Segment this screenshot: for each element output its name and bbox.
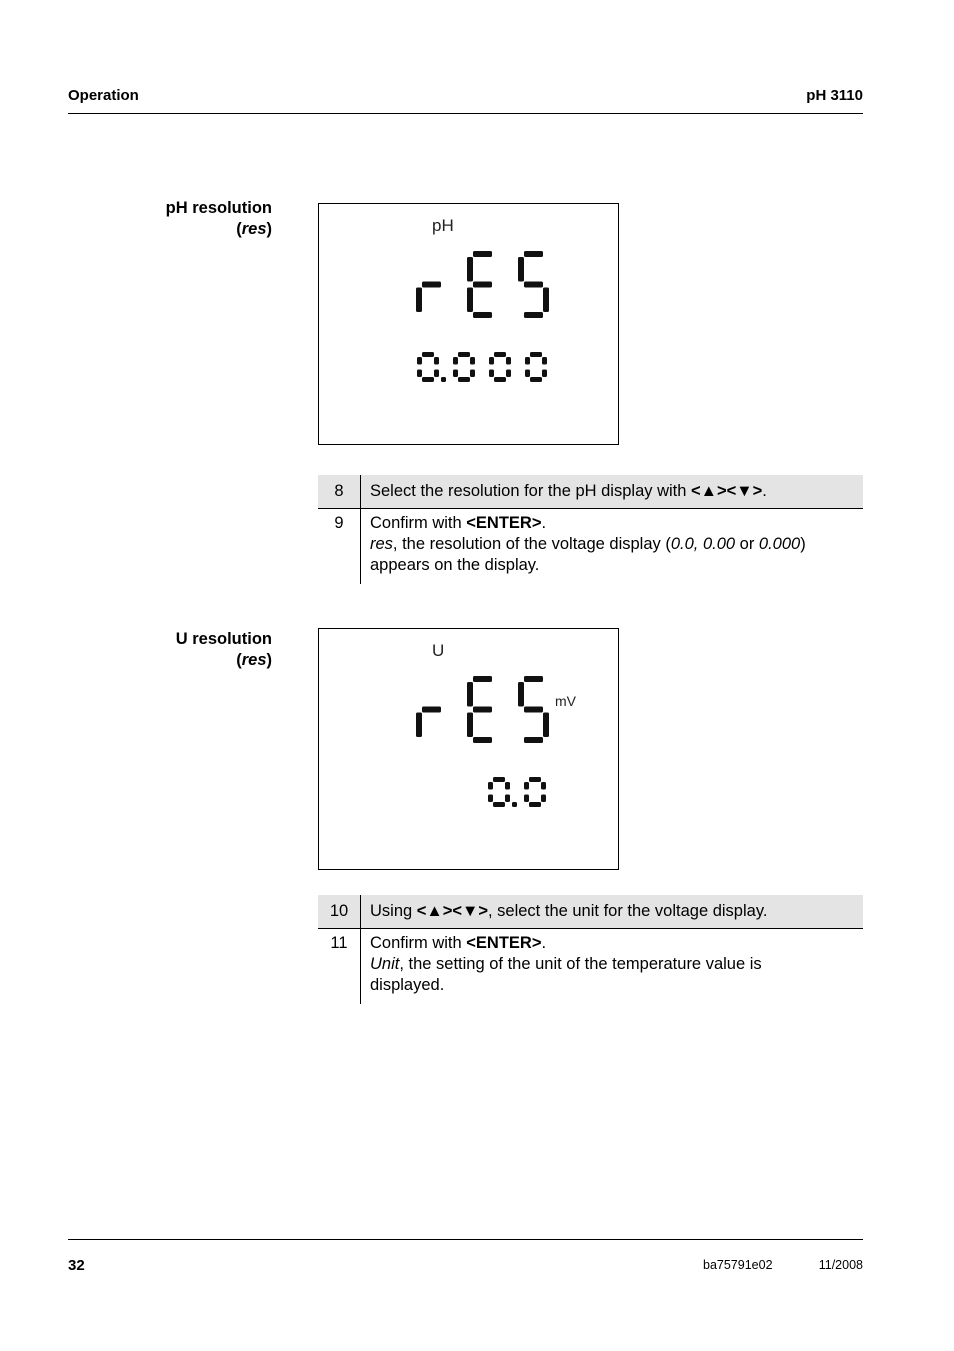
- u-steps-table: [318, 895, 863, 1004]
- u-lcd-display: [318, 628, 619, 870]
- lcd-digit-0: [453, 352, 475, 382]
- lcd-segment: [506, 370, 511, 378]
- step-number: 11: [318, 929, 361, 1004]
- lcd-segment: [518, 257, 524, 282]
- arrow-keys: <▲><▼>: [416, 902, 488, 920]
- lcd-segment: [417, 370, 422, 378]
- lcd-segment: [416, 713, 422, 738]
- lcd-segment: [506, 357, 511, 365]
- step-number: 8: [318, 475, 361, 508]
- seven-segment-readout: [319, 204, 620, 446]
- lcd-segment: [434, 370, 439, 378]
- seven-segment-readout: [319, 629, 620, 871]
- lcd-segment: [470, 370, 475, 378]
- lcd-segment: [467, 682, 473, 707]
- lcd-segment: [417, 357, 422, 365]
- step-row: [318, 929, 863, 1004]
- lcd-segment: [422, 352, 434, 357]
- footer-rule: [68, 1239, 863, 1240]
- lcd-segment: [467, 257, 473, 282]
- lcd-segment: [489, 357, 494, 365]
- lcd-segment: [524, 312, 543, 318]
- lcd-segment: [473, 707, 492, 713]
- lcd-segment: [493, 802, 505, 807]
- lcd-digit-r: [416, 282, 441, 313]
- ph-resolution-label: [68, 198, 272, 240]
- step-instruction: Confirm with <ENTER>. res, the resolution of the voltage display (0.0, 0.00 or 0.000) appears on the display.: [370, 514, 806, 574]
- lcd-segment: [467, 288, 473, 313]
- lcd-digit-E: [467, 251, 492, 318]
- running-header-section: Operation: [68, 87, 139, 104]
- ph-steps-table: [318, 475, 863, 584]
- lcd-segment: [458, 377, 470, 382]
- lcd-digit-0: [524, 777, 546, 807]
- lcd-digit-S: [518, 251, 549, 318]
- lcd-segment: [543, 288, 549, 313]
- document-date: 11/2008: [818, 1258, 863, 1272]
- step-row: [318, 509, 863, 584]
- u-resolution-title: U resolution: [175, 630, 272, 648]
- enter-key: <ENTER>: [466, 934, 542, 952]
- lcd-segment: [530, 377, 542, 382]
- lcd-segment: [505, 795, 510, 803]
- lcd-segment: [542, 357, 547, 365]
- lcd-segment: [530, 352, 542, 357]
- step-instruction: Select the resolution for the pH display with <▲><▼>.: [370, 482, 767, 500]
- lcd-segment: [541, 782, 546, 790]
- lcd-segment: [529, 777, 541, 782]
- lcd-segment: [542, 370, 547, 378]
- lcd-segment: [494, 377, 506, 382]
- lcd-segment: [473, 282, 492, 288]
- lcd-segment: [467, 713, 473, 738]
- ph-lcd-display: [318, 203, 619, 445]
- lcd-decimal-point: [441, 377, 446, 382]
- lcd-segment: [524, 707, 543, 713]
- lcd-segment: [488, 795, 493, 803]
- arrow-keys: <▲><▼>: [691, 482, 763, 500]
- lcd-decimal-point: [512, 802, 517, 807]
- lcd-digit-0: [489, 352, 511, 382]
- ph-resolution-title: pH resolution: [165, 199, 272, 217]
- lcd-digit-r: [416, 707, 441, 738]
- running-header-product: pH 3110: [806, 87, 863, 104]
- lcd-segment: [434, 357, 439, 365]
- lcd-segment: [422, 282, 441, 288]
- lcd-segment: [458, 352, 470, 357]
- lcd-segment: [525, 357, 530, 365]
- lcd-segment: [505, 782, 510, 790]
- ph-resolution-subtitle: (res): [236, 220, 272, 238]
- step-instruction: Confirm with <ENTER>. Unit, the setting of the unit of the temperature value is displayed.: [370, 934, 762, 994]
- lcd-digit-S: [518, 676, 549, 743]
- u-resolution-label: [68, 629, 272, 671]
- lcd-mode-indicator: U: [432, 641, 445, 660]
- lcd-segment: [524, 676, 543, 682]
- lcd-segment: [493, 777, 505, 782]
- lcd-segment: [524, 251, 543, 257]
- step-number: 9: [318, 509, 361, 584]
- lcd-mode-indicator: pH: [432, 216, 454, 235]
- lcd-segment: [453, 370, 458, 378]
- lcd-digit-0: [525, 352, 547, 382]
- lcd-segment: [518, 682, 524, 707]
- step-number: 10: [318, 895, 361, 928]
- header-rule: [68, 113, 863, 114]
- lcd-segment: [473, 676, 492, 682]
- lcd-segment: [473, 737, 492, 743]
- step-row: [318, 475, 863, 509]
- lcd-segment: [416, 288, 422, 313]
- lcd-segment: [494, 352, 506, 357]
- lcd-segment: [543, 713, 549, 738]
- lcd-segment: [524, 795, 529, 803]
- lcd-segment: [488, 782, 493, 790]
- lcd-segment: [422, 707, 441, 713]
- page-number: 32: [68, 1257, 85, 1274]
- lcd-segment: [422, 377, 434, 382]
- lcd-segment: [524, 737, 543, 743]
- lcd-segment: [524, 282, 543, 288]
- lcd-segment: [453, 357, 458, 365]
- lcd-unit-indicator: mV: [555, 693, 576, 709]
- lcd-digit-0: [488, 777, 510, 807]
- lcd-segment: [473, 251, 492, 257]
- step-row: [318, 895, 863, 929]
- lcd-segment: [489, 370, 494, 378]
- lcd-digit-0: [417, 352, 439, 382]
- lcd-segment: [541, 795, 546, 803]
- lcd-segment: [525, 370, 530, 378]
- document-id: ba75791e02: [703, 1258, 773, 1272]
- lcd-digit-E: [467, 676, 492, 743]
- step-instruction: Using <▲><▼>, select the unit for the voltage display.: [370, 902, 768, 920]
- enter-key: <ENTER>: [466, 514, 542, 532]
- lcd-segment: [470, 357, 475, 365]
- u-resolution-subtitle: (res): [236, 651, 272, 669]
- lcd-segment: [524, 782, 529, 790]
- lcd-segment: [529, 802, 541, 807]
- lcd-segment: [473, 312, 492, 318]
